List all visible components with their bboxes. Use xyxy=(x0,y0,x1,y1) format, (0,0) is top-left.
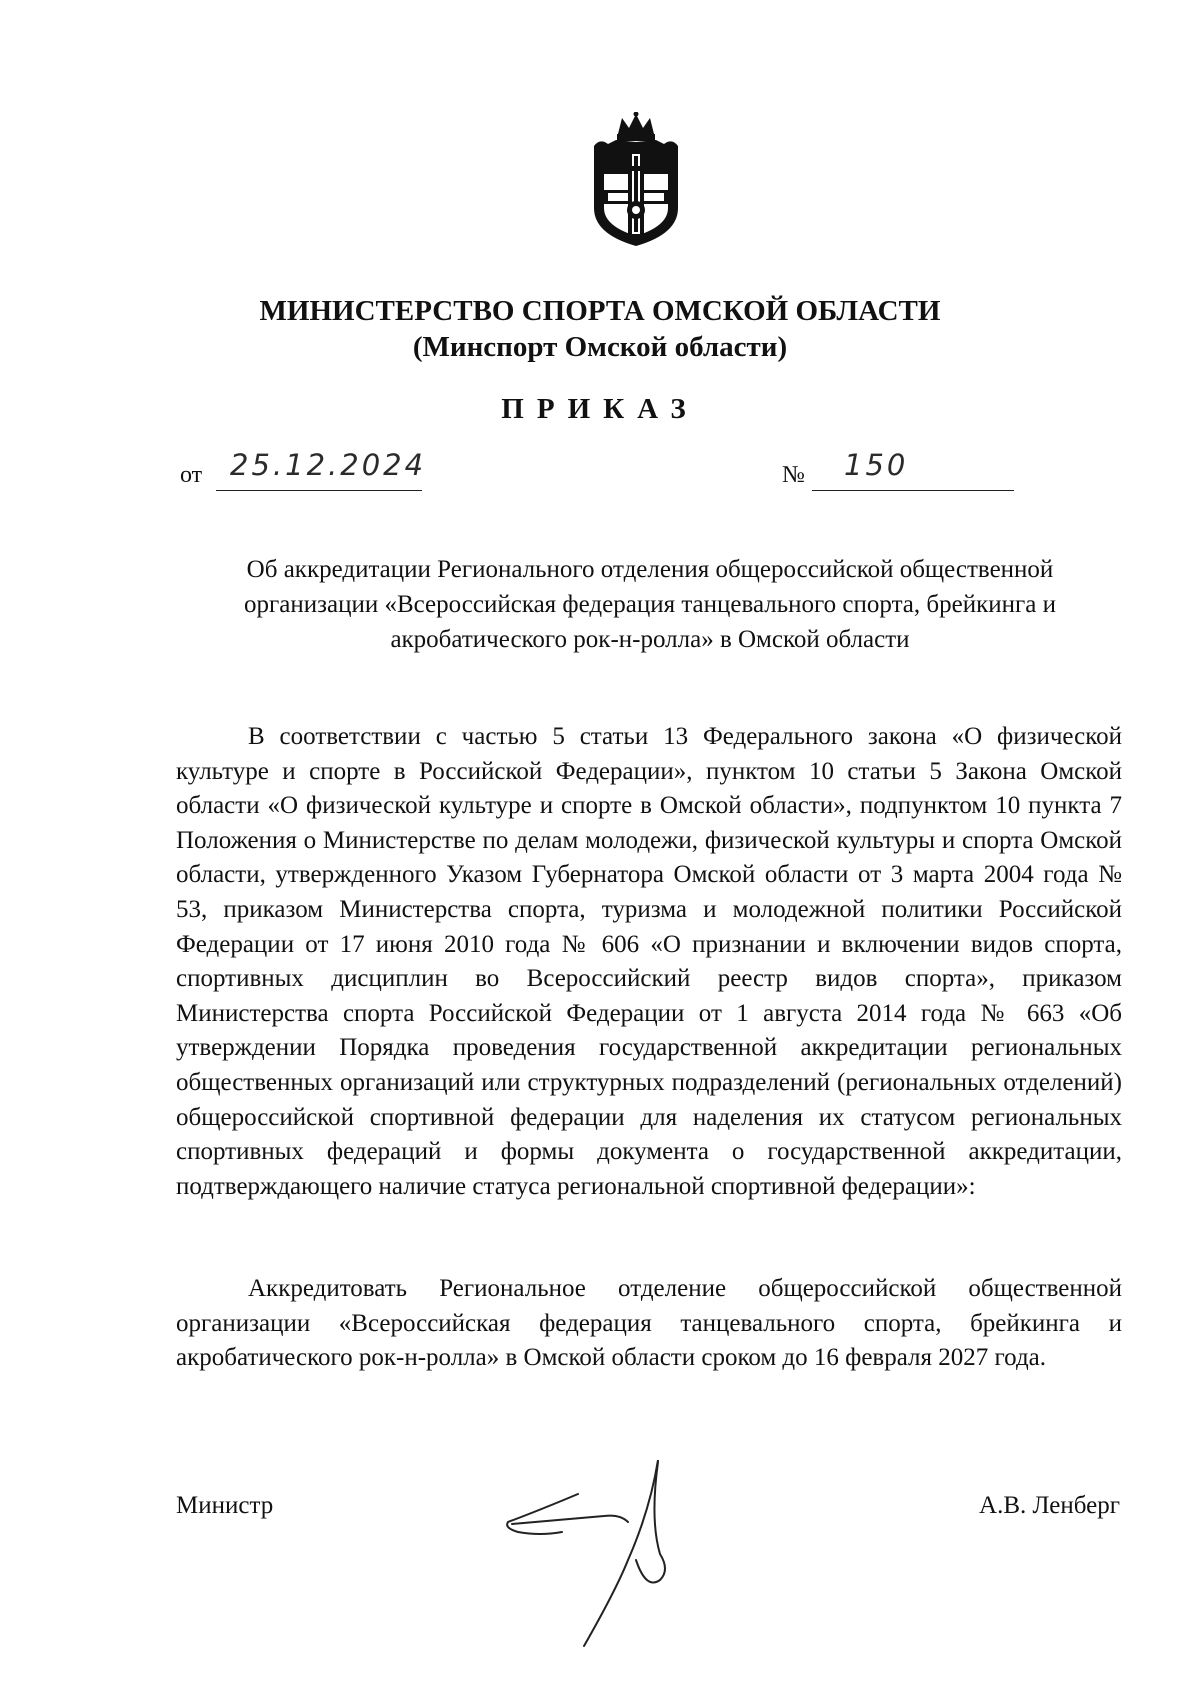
number-underline xyxy=(812,490,1014,491)
body-paragraph-legal-basis: В соответствии с частью 5 статьи 13 Федерального закона «О физической культуре и спорте в Российской Федерации», пунктом 10 статьи 5 Закона Омской области «О физической культуре и спорте в Омской области», подпунктом 10 пункта 7 Положения о Министерстве по делам молодежи, физической культуры и спорта Омской области, утвержденного Указом Губернатора Омской области от 3 марта 2004 года № 53, приказом Министерства спорта, туризма и молодежной политики Российской Федерации от 17 июня 2010 года № 606 «О признании и включении видов спорта, спортивных дисциплин во Всероссийский реестр видов спорта», приказом Министерства спорта Российской Федерации от 1 августа 2014 года № 663 «Об утверждении Порядка проведения государственной аккредитации региональных общественных организаций или структурных подразделений (региональных отделений) общероссийской спортивной федерации для наделения их статусом региональных спортивных федераций и формы документа о государственной аккредитации, подтверждающего наличие статуса региональной спортивной федерации»: xyxy=(176,723,1122,1200)
date-prefix: от xyxy=(180,462,203,488)
document-type: ПРИКАЗ xyxy=(501,393,699,425)
document-subject: Об аккредитации Регионального отделения общероссийской общественной организации «Всероссийская федерация танцевального спорта, брейкинга и акробатического рок-н-ролла» в Омской области xyxy=(244,556,1056,653)
ministry-heading xyxy=(0,293,1200,365)
ministry-short-name: (Минспорт Омской области) xyxy=(412,331,788,363)
coat-of-arms-icon xyxy=(588,112,684,248)
number-handwritten: 150 xyxy=(844,448,909,482)
handwritten-signature-icon xyxy=(500,1460,740,1660)
signatory-position: Министр xyxy=(176,1492,274,1519)
ministry-name: МИНИСТЕРСТВО СПОРТА ОМСКОЙ ОБЛАСТИ xyxy=(259,295,941,327)
date-handwritten: 25.12.2024 xyxy=(230,448,427,482)
signatory-name: А.В. Ленберг xyxy=(979,1492,1120,1519)
body-paragraph-decision: Аккредитовать Региональное отделение общероссийской общественной организации «Всероссийская федерация танцевального спорта, брейкинга и акробатического рок-н-ролла» в Омской области сроком до 16 февраля 2027 года. xyxy=(176,1275,1122,1372)
date-underline xyxy=(216,490,422,491)
number-prefix: № xyxy=(782,462,805,488)
